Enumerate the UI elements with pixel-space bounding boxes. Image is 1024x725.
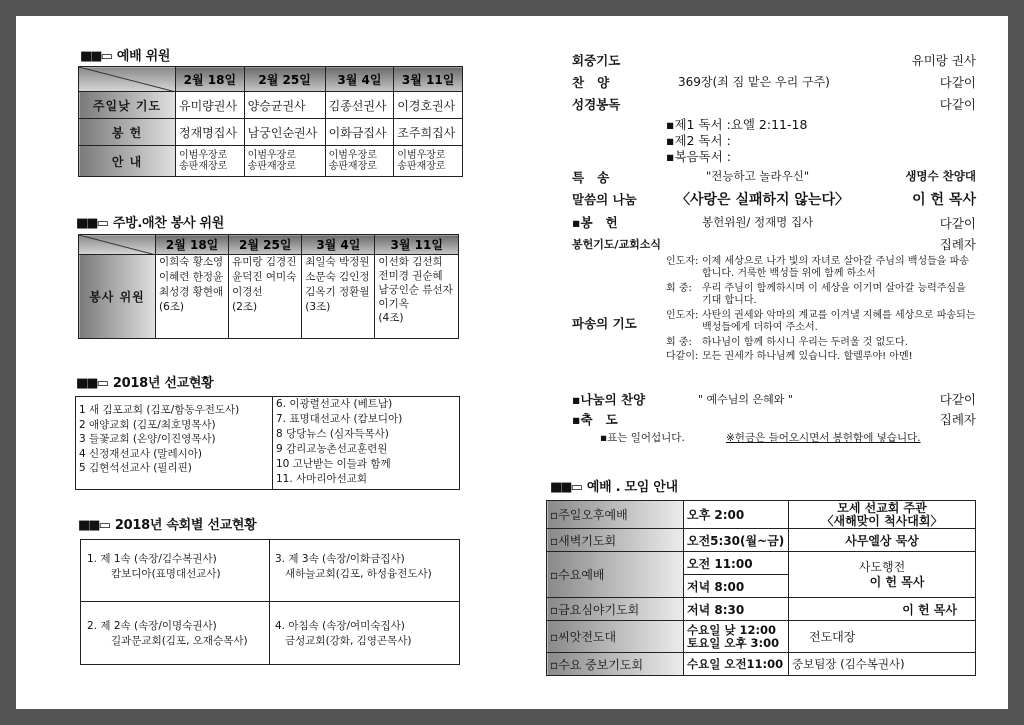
group-mission-title: ■■▭ 2018년 속회별 선교현황 bbox=[78, 518, 257, 533]
speaker: 인도자: bbox=[666, 256, 699, 267]
table-cell: 이범우장로 송판재장로 bbox=[394, 146, 463, 177]
schedule-name: ▫수요예배 bbox=[547, 552, 684, 598]
table-cell: 이범우장로 송판재장로 bbox=[325, 146, 394, 177]
list-item: 3 들꽃교회 (온양/이진영목사) bbox=[79, 433, 216, 445]
order-label: ▪봉 헌 bbox=[572, 215, 618, 230]
table-cell: 이선화 김선희 전미경 권순혜 남궁인순 류선자 이기옥 (4조) bbox=[375, 255, 459, 339]
mission-list-left bbox=[79, 403, 239, 476]
date-header: 2월 18일 bbox=[176, 67, 245, 92]
schedule-note: 전도대장 bbox=[789, 621, 976, 653]
date-header: 3월 11일 bbox=[394, 67, 463, 92]
group-line: 4. 아침속 (속장/여미숙집사) bbox=[275, 620, 405, 632]
order-right: 집례자 bbox=[939, 412, 976, 427]
mission-status-box bbox=[75, 396, 460, 490]
list-item: 10 고난받는 이들과 함께 bbox=[276, 458, 391, 470]
order-right: 집례자 bbox=[939, 237, 976, 252]
group-line: 캄보디아(표명대선교사) bbox=[111, 567, 221, 580]
group-line: 2. 제 2속 (속장/이명숙권사) bbox=[87, 620, 217, 632]
order-right: 다같이 bbox=[939, 216, 976, 231]
table-cell: 양승균권사 bbox=[244, 92, 325, 119]
order-label: 찬 양 bbox=[572, 75, 610, 90]
group-line: 길과문교회(김포, 오재승목사) bbox=[111, 634, 248, 647]
table-cell: 이희숙 황소영 이혜련 한정윤 최성경 황현애 (6조) bbox=[156, 255, 229, 339]
order-label: 봉헌기도/교회소식 bbox=[572, 238, 662, 251]
schedule-time: 오후 2:00 bbox=[684, 501, 789, 529]
order-label: 말씀의 나눔 bbox=[572, 192, 637, 207]
order-right: 이 헌 목사 bbox=[912, 192, 976, 208]
list-item: 6. 이광렬선교사 (베트남) bbox=[276, 398, 393, 410]
order-right: 다같이 bbox=[939, 392, 976, 407]
date-header: 3월 11일 bbox=[375, 235, 459, 255]
divider bbox=[269, 540, 270, 664]
response-text: 이제 세상으로 나가 빛의 자녀로 살아갈 주님의 백성들을 파송합니다. 거룩한 백성들 위에 함께 하소서 bbox=[702, 256, 969, 279]
schedule-table bbox=[546, 500, 976, 676]
reading-line: ▪제2 독서 : bbox=[666, 133, 731, 148]
date-header: 2월 25일 bbox=[244, 67, 325, 92]
speaker: 회 중: bbox=[666, 337, 692, 348]
schedule-name: ▫씨앗전도대 bbox=[547, 621, 684, 653]
schedule-name: ▫주일오후예배 bbox=[547, 501, 684, 529]
worship-committee-table bbox=[78, 66, 463, 177]
table-corner bbox=[79, 235, 156, 255]
table-cell: 이범우장로 송판재장로 bbox=[244, 146, 325, 177]
table-cell: 남궁인순권사 bbox=[244, 119, 325, 146]
order-label: 성경봉독 bbox=[572, 97, 621, 112]
reading-line: ▪제1 독서 :요엘 2:11-18 bbox=[666, 117, 808, 132]
note-stand: ▪표는 일어섭니다. bbox=[600, 432, 685, 444]
sermon-title: 〈사랑은 실패하지 않는다〉 bbox=[676, 192, 849, 208]
response-text: 모든 권세가 하나님께 있습니다. 할렐루야! 아멘! bbox=[702, 351, 913, 362]
kitchen-committee-title: ■■▭ 주방.애찬 봉사 위원 bbox=[76, 216, 225, 231]
table-corner bbox=[79, 67, 176, 92]
speaker: 다같이: bbox=[666, 351, 699, 362]
order-label: 특 송 bbox=[572, 170, 610, 185]
group-mission-box bbox=[80, 539, 460, 665]
responsive-reading bbox=[666, 256, 976, 363]
order-middle: 369장(죄 짐 맡은 우리 구주) bbox=[678, 75, 830, 89]
schedule-name: ▫수요 중보기도회 bbox=[547, 653, 684, 676]
group-cell bbox=[275, 552, 432, 581]
group-cell bbox=[87, 619, 248, 648]
schedule-time: 수요일 오전11:00 bbox=[684, 653, 789, 676]
schedule-time: 저녁 8:00 bbox=[684, 575, 789, 598]
date-header: 2월 25일 bbox=[229, 235, 302, 255]
order-middle: 봉헌위원/ 정재명 집사 bbox=[702, 215, 814, 229]
schedule-title: ■■▭ 예배 . 모임 안내 bbox=[550, 480, 678, 495]
row-label: 안 내 bbox=[79, 146, 176, 177]
table-cell: 이경호권사 bbox=[394, 92, 463, 119]
responsive-line bbox=[666, 256, 976, 280]
bulletin-page bbox=[16, 16, 1008, 709]
divider bbox=[81, 601, 459, 602]
row-label: 봉사 위원 bbox=[79, 255, 156, 339]
schedule-time: 수요일 낮 12:00 토요일 오후 3:00 bbox=[684, 621, 789, 653]
schedule-note: 사무엘상 묵상 bbox=[789, 529, 976, 552]
speaker: 인도자: bbox=[666, 310, 699, 321]
mission-status-title: ■■▭ 2018년 선교현황 bbox=[76, 376, 214, 391]
schedule-note: 모세 선교회 주관 〈새해맞이 척사대회〉 bbox=[789, 501, 976, 529]
response-text: 하나님이 함께 하시니 우리는 두려울 것 없도다. bbox=[702, 337, 908, 348]
order-right: 생명수 찬양대 bbox=[905, 169, 976, 183]
list-item: 11. 사마리아선교회 bbox=[276, 473, 368, 485]
order-middle: " 예수님의 은혜와 " bbox=[698, 393, 793, 406]
kitchen-committee-table bbox=[78, 234, 459, 339]
table-cell: 최일숙 박정원 소문숙 김인정 김옥기 정환월 (3조) bbox=[302, 255, 375, 339]
note-offering: ※헌금은 들어오시면서 봉헌함에 넣습니다. bbox=[726, 432, 921, 444]
responsive-line bbox=[666, 337, 976, 349]
table-cell: 유미량권사 bbox=[176, 92, 245, 119]
responsive-line bbox=[666, 283, 976, 307]
order-label: ▪나눔의 찬양 bbox=[572, 392, 646, 407]
row-label: 주일낮 기도 bbox=[79, 92, 176, 119]
schedule-note: 이 헌 목사 bbox=[789, 598, 976, 621]
reading-line: ▪복음독서 : bbox=[666, 149, 731, 164]
row-label: 봉 헌 bbox=[79, 119, 176, 146]
mission-list-right bbox=[276, 397, 402, 487]
order-middle: "전능하고 놀라우신" bbox=[706, 169, 810, 183]
table-cell: 유미랑 김경진 윤덕진 여미숙 이경선 (2조) bbox=[229, 255, 302, 339]
schedule-time: 저녁 8:30 bbox=[684, 598, 789, 621]
order-label: 회중기도 bbox=[572, 53, 621, 68]
order-right: 다같이 bbox=[939, 75, 976, 90]
schedule-name: ▫금요심야기도회 bbox=[547, 598, 684, 621]
responsive-line bbox=[666, 310, 976, 334]
date-header: 3월 4일 bbox=[325, 67, 394, 92]
schedule-note-line: 이 헌 목사 bbox=[869, 574, 925, 589]
group-line: 금성교회(강화, 김영곤목사) bbox=[285, 634, 412, 647]
group-line: 1. 제 1속 (속장/김수복권사) bbox=[87, 553, 217, 565]
date-header: 2월 18일 bbox=[156, 235, 229, 255]
table-cell: 김종선권사 bbox=[325, 92, 394, 119]
schedule-name: ▫새벽기도회 bbox=[547, 529, 684, 552]
worship-committee-title: ■■▭ 예배 위원 bbox=[80, 49, 171, 64]
schedule-time: 오전 11:00 bbox=[684, 552, 789, 575]
order-right: 유미랑 권사 bbox=[911, 53, 976, 68]
date-header: 3월 4일 bbox=[302, 235, 375, 255]
table-cell: 조주희집사 bbox=[394, 119, 463, 146]
table-cell: 정재명집사 bbox=[176, 119, 245, 146]
response-text: 우리 주님이 함께하시며 이 세상을 이기며 살아갈 능력주심을 기대 합니다. bbox=[702, 283, 966, 306]
group-cell bbox=[275, 619, 411, 648]
speaker: 회 중: bbox=[666, 283, 692, 294]
schedule-time: 오전5:30(월~금) bbox=[684, 529, 789, 552]
divider bbox=[272, 397, 273, 489]
schedule-note bbox=[789, 552, 976, 598]
responsive-line bbox=[666, 351, 976, 363]
list-item: 7. 표명대선교사 (캄보디아) bbox=[276, 413, 403, 425]
list-item: 5 김현석선교사 (필리핀) bbox=[79, 462, 192, 474]
schedule-note-line: 사도행전 bbox=[858, 559, 906, 574]
order-right: 다같이 bbox=[939, 97, 976, 112]
group-line: 3. 제 3속 (속장/이화금집사) bbox=[275, 553, 405, 565]
list-item: 9 감리교농촌선교훈련원 bbox=[276, 443, 388, 455]
order-label: 파송의 기도 bbox=[572, 316, 637, 331]
list-item: 2 애양교회 (김포/최호명목사) bbox=[79, 418, 216, 431]
table-cell: 이화금집사 bbox=[325, 119, 394, 146]
list-item: 8 당당뉴스 (심자득목사) bbox=[276, 428, 389, 440]
list-item: 4 신정재선교사 (말레시아) bbox=[79, 447, 202, 460]
group-cell bbox=[87, 552, 221, 581]
list-item: 1 새 김포교회 (김포/함동우전도사) bbox=[79, 404, 240, 416]
schedule-note: 중보팀장 (김수복권사) bbox=[789, 653, 976, 676]
table-cell: 이범우장로 송판재장로 bbox=[176, 146, 245, 177]
response-text: 사탄의 권세와 악마의 계교를 이겨낼 지혜를 세상으로 파송되는 백성들에게 더하여 주소서. bbox=[702, 310, 976, 333]
order-label: ▪축 도 bbox=[572, 412, 618, 427]
group-line: 새하늘교회(김포, 하성융전도사) bbox=[285, 567, 432, 580]
